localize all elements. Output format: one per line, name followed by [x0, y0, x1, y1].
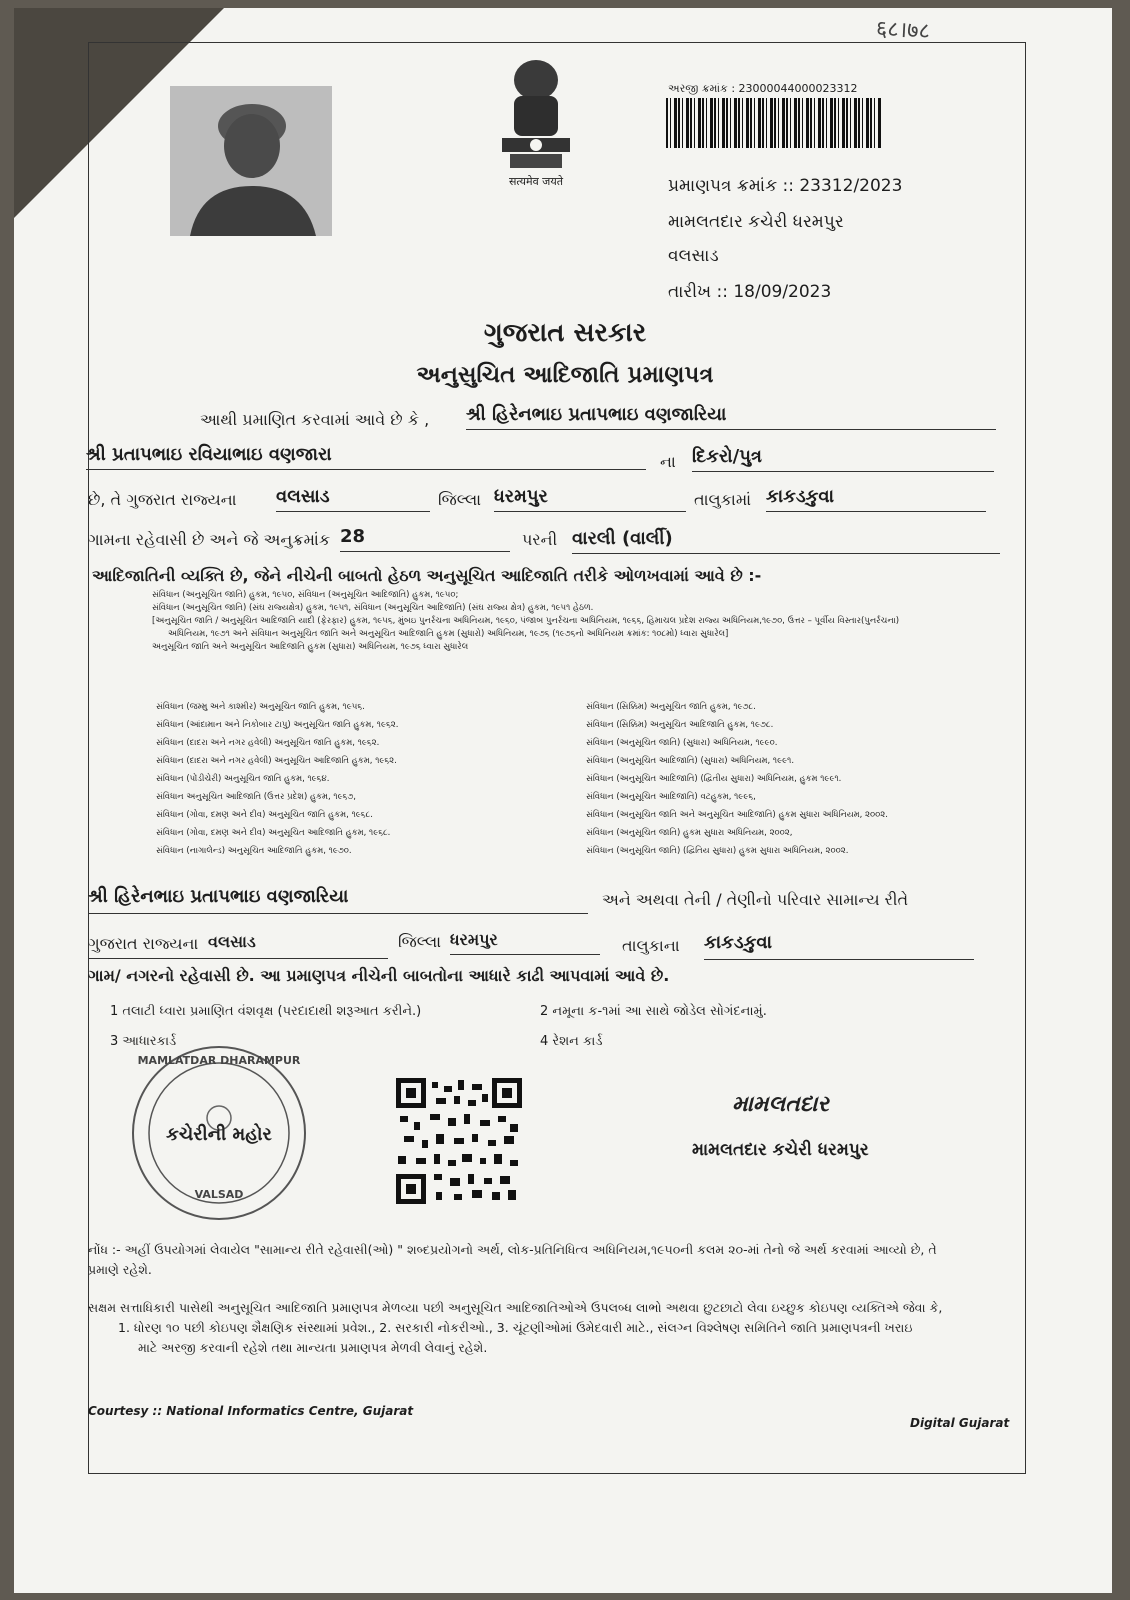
person-silhouette-icon — [170, 86, 332, 236]
state-text: છે, તે ગુજરાત રાજ્યના — [88, 490, 237, 509]
seal-top-text: MAMLATDAR DHARAMPUR — [137, 1054, 301, 1067]
barcode — [666, 98, 882, 148]
order-item: સંવિધાન અનુસૂચિત આદિજાતિ (ઉત્તર પ્રદેશ) હુકમ, ૧૯૬૭, — [156, 792, 357, 802]
family-text: અને અથવા તેની / તેણીનો પરિવાર સામાન્ય રીતે — [602, 890, 909, 909]
certificate-number-label: પ્રમાણપત્ર ક્રમાંક :: — [668, 176, 794, 196]
order-item: સંવિધાન (સિક્કિમ) અનુસૂચિત આદિજાતિ હુકમ, ૧૯૭૮. — [586, 720, 774, 730]
underline — [88, 958, 388, 959]
tribal-intro: આદિજાતિની વ્યક્તિ છે, જેને નીચેની બાબતો હેઠળ અનુસૂચિત આદિજાતિ તરીકે ઓળખવામાં આવે છે :- — [92, 566, 762, 585]
order-item: સંવિધાન (અનુસૂચિત જાતિ અને અનુસૂચિત આદિજાતિ) હુકમ સુધારા અધિનિયમ, ૨૦૦૨. — [586, 810, 888, 820]
document-2: 2 નમૂના ક-૧માં આ સાથે જોડેલ સોગંદનામું. — [540, 1004, 767, 1019]
orders-left-column — [156, 698, 398, 860]
handwritten-number: ६८।७८ — [875, 16, 931, 45]
emblem-motto: सत्यमेव जयते — [508, 175, 563, 188]
government-title: ગુજરાત સરકાર — [483, 318, 647, 348]
legal-line: [અનુસૂચિત જાતિ / અનુસૂચિત આદિજાતિ યાદી (ફેરફાર) હુકમ, ૧૯૫૬, મુંબઇ પુનર્રચના અધિનિયમ, ૧૯૬૦, પંજાબ પુનર્રચના અધિનિયમ, ૧૯૬૬, હિમાચલ પ્રદેશ રાજ્ય અધિનિયમ,૧૯૭૦, ઉત્તર – પૂર્વીય વિસ્તાર(પુનર્રચના) — [152, 616, 900, 626]
order-item: સંવિધાન (અનુસૂચિત આદિજાતિ) વટહુકમ, ૧૯૯૬, — [586, 792, 756, 802]
order-item: સંવિધાન (ગોવા, દમણ અને દીવ) અનુસૂચિત જાતિ હુકમ, ૧૯૬૮. — [156, 810, 373, 820]
order-item: સંવિધાન (નાગાલેન્ડ) અનુસૂચિત આદિજાતિ હુકમ, ૧૯૭૦. — [156, 846, 352, 856]
application-number: અરજી ક્રમાંક : 23000044000023312 — [668, 82, 858, 95]
legal-line: સંવિધાન (અનુસૂચિત જાતિ) હુકમ, ૧૯૫૦, સંવિધાન (અનુસૂચિત આદિજાતિ) હુકમ, ૧૯૫૦; — [152, 590, 459, 600]
father-name: શ્રી પ્રતાપભાઇ રવિયાભાઇ વણજારા — [86, 444, 646, 470]
order-item: સંવિધાન (અનુસૂચિત જાતિ) (દ્વિતિય સુધારા) હુકમ સુધારા અધિનિયમ, ૨૦૦૨. — [586, 846, 849, 856]
orders-right-column — [586, 698, 888, 860]
district-label: જિલ્લા — [438, 490, 482, 509]
district: વલસાડ — [276, 486, 430, 512]
lion-capital-icon — [488, 52, 584, 172]
national-emblem — [488, 52, 584, 192]
district-label-2: જિલ્લા — [398, 932, 442, 951]
on-text: પરની — [522, 530, 558, 549]
relation: દિકરો/પુત્ર — [692, 446, 994, 472]
office-seal — [132, 1046, 306, 1220]
certificate-number: 23312/2023 — [799, 176, 903, 196]
state-text-2: ગુજરાત રાજ્યના — [88, 934, 199, 953]
legal-line: સંવિધાન (અનુસૂચિત જાતિ) (સંઘ રાજ્યક્ષેત્ર) હુકમ, ૧૯૫૧, સંવિધાન (અનુસૂચિત આદિજાતિ) (સંઘ રાજ્ય ક્ષેત્ર) હુકમ, ૧૯૫૧ હેઠળ. — [152, 603, 594, 613]
note-text-2: પ્રમાણે રહેશે. — [88, 1262, 152, 1277]
courtesy-text: Courtesy :: National Informatics Centre, Gujarat — [88, 1404, 414, 1418]
serial-number: 28 — [340, 526, 510, 552]
signatory-title: મામલતદાર — [732, 1092, 829, 1117]
basis-text: ગામ/ નગરનો રહેવાસી છે. આ પ્રમાણપત્ર નીચેની બાબતોના આધારે કાઢી આપવામાં આવે છે. — [88, 966, 670, 985]
advice-item-2: માટે અરજી કરવાની રહેશે તથા માન્યતા પ્રમાણપત્ર મેળવી લેવાનું રહેશે. — [138, 1340, 488, 1355]
certify-text: આથી પ્રમાણિત કરવામાં આવે છે કે , — [200, 410, 430, 429]
village-2: કાકડકુવા — [704, 932, 974, 960]
district-2: વલસાડ — [208, 932, 256, 951]
legal-line: અનુસૂચિત જાતિ અને અનુસૂચિત આદિજાતિ હુકમ (સુધારા) અધિનિયમ, ૧૯૭૬ ધ્વારા સુધારેલ — [152, 642, 469, 652]
date-row — [668, 282, 831, 302]
family-name: શ્રી હિરેનભાઇ પ્રતાપભાઇ વણજારિયા — [88, 886, 588, 914]
taluka-district-2: ધરમપુર — [450, 930, 600, 955]
document-1: 1 તલાટી ધ્વારા પ્રમાણિત વંશવૃક્ષ (પરદાદાથી શરૂઆત કરીને.) — [110, 1004, 422, 1019]
date-label: તારીખ :: — [668, 282, 728, 302]
advice-item: 1. ધોરણ ૧૦ પછી કોઇપણ શૈક્ષણિક સંસ્થામાં પ્રવેશ., 2. સરકારી નોકરીઓ., 3. ચૂંટણીઓમાં ઉમેદવારી માટે., સંલગ્ન વિશ્લેષણ સમિતિને જાતિ પ્રમાણપત્રની ખરાઇ — [118, 1320, 913, 1335]
applicant-photo — [170, 86, 332, 236]
taluka-label: તાલુકામાં — [694, 490, 752, 509]
qr-code-icon — [396, 1078, 522, 1204]
document-3: 3 આધારકાર્ડ — [110, 1034, 177, 1049]
qr-code — [396, 1078, 522, 1204]
order-item: સંવિધાન (દાદરા અને નગર હવેલી) અનુસૂચિત આદિજાતિ હુકમ, ૧૯૬૨. — [156, 756, 397, 766]
note-text: નોંધ :- અહીં ઉપયોગમાં લેવાયેલ "સામાન્ય રીતે રહેવાસી(ઓ) " શબ્દપ્રયોગનો અર્થ, લોક-પ્રતિનિધિત્વ અધિનિયમ,૧૯૫૦ની કલમ ૨૦-માં તેનો જે અર્થ કરવામાં આવ્યો છે, તે — [88, 1242, 937, 1257]
order-item: સંવિધાન (દાદરા અને નગર હવેલી) અનુસૂચિત જાતિ હુકમ, ૧૯૬૨. — [156, 738, 380, 748]
resident-text: ગામના રહેવાસી છે અને જે અનુક્રમાંક — [88, 530, 331, 549]
tribe-name: વારલી (વાર્લી) — [572, 528, 1000, 554]
taluka-label-2: તાલુકાના — [622, 936, 680, 955]
advice-text: સક્ષમ સત્તાધિકારી પાસેથી અનુસૂચિત આદિજાતિ પ્રમાણપત્ર મેળવ્યા પછી અનુસૂચિત આદિજાતિઓએ ઉપલબ્ધ લાભો અથવા છુટછાટો લેવા ઇચ્છુક કોઇપણ વ્યક્તિએ જેવા કે, — [88, 1300, 943, 1315]
document-4: 4 રેશન કાર્ડ — [540, 1034, 603, 1049]
taluka-district: ધરમપુર — [494, 486, 686, 512]
seal-center-text: કચેરીની મહોર — [166, 1124, 272, 1145]
order-item: સંવિધાન (અનુસૂચિત આદિજાતિ) (સુધારા) અધિનિયમ, ૧૯૯૧. — [586, 756, 795, 766]
certificate-title: અનુસુચિત આદિજાતિ પ્રમાણપત્ર — [416, 362, 714, 388]
order-item: સંવિધાન (જમ્મુ અને કાશ્મીર) અનુસૂચિત જાતિ હુકમ, ૧૯૫૬. — [156, 702, 365, 712]
legal-lines — [152, 589, 899, 654]
district-line: વલસાડ — [668, 246, 719, 266]
issuing-office: મામલતદાર કચેરી ધરમપુર — [668, 212, 844, 232]
of-word: ના — [660, 452, 676, 471]
digital-gujarat-text: Digital Gujarat — [910, 1416, 1010, 1430]
order-item: સંવિધાન (પોંડીચેરી) અનુસૂચિત જાતિ હુકમ, ૧૯૬૪. — [156, 774, 330, 784]
order-item: સંવિધાન (આંદામાન અને નિકોબાર ટાપુ) અનુસૂચિત જાતિ હુકમ, ૧૯૬૨. — [156, 720, 399, 730]
order-item: સંવિધાન (ગોવા, દમણ અને દીવ) અનુસૂચિત આદિજાતિ હુકમ, ૧૯૬૮. — [156, 828, 391, 838]
issue-date: 18/09/2023 — [733, 282, 832, 302]
seal-bottom-text: VALSAD — [194, 1188, 244, 1201]
order-item: સંવિધાન (અનુસૂચિત આદિજાતિ) (દ્વિતીય સુધારા) અધિનિયમ, હુકમ ૧૯૯૧. — [586, 774, 842, 784]
applicant-name: શ્રી હિરેનભાઇ પ્રતાપભાઇ વણજારિયા — [466, 404, 996, 430]
legal-line: અધિનિયમ, ૧૯૭૧ અને સંવિધાન અનુસૂચિત જાતિ અને અનુસૂચિત આદિજાતિ હુકમ (સુધારો) અધિનિયમ, ૧૯૭૬ (૧૯૭૬નો અધિનિયમ ક્રમાંક: ૧૦૮મો) ધ્વારા સુધારેલ] — [168, 629, 729, 639]
signatory-office: મામલતદાર કચેરી ધરમપુર — [692, 1140, 869, 1160]
order-item: સંવિધાન (સિક્કિમ) અનુસૂચિત જાતિ હુકમ, ૧૯૭૮. — [586, 702, 756, 712]
order-item: સંવિધાન (અનુસૂચિત જાતિ) હુકમ સુધારા અધિનિયમ, ૨૦૦૨, — [586, 828, 793, 838]
order-item: સંવિધાન (અનુસૂચિત જાતિ) (સુધારા) અધિનિયમ, ૧૯૯૦. — [586, 738, 778, 748]
certificate-number-row — [668, 176, 902, 196]
village: કાકડકુવા — [766, 486, 986, 512]
